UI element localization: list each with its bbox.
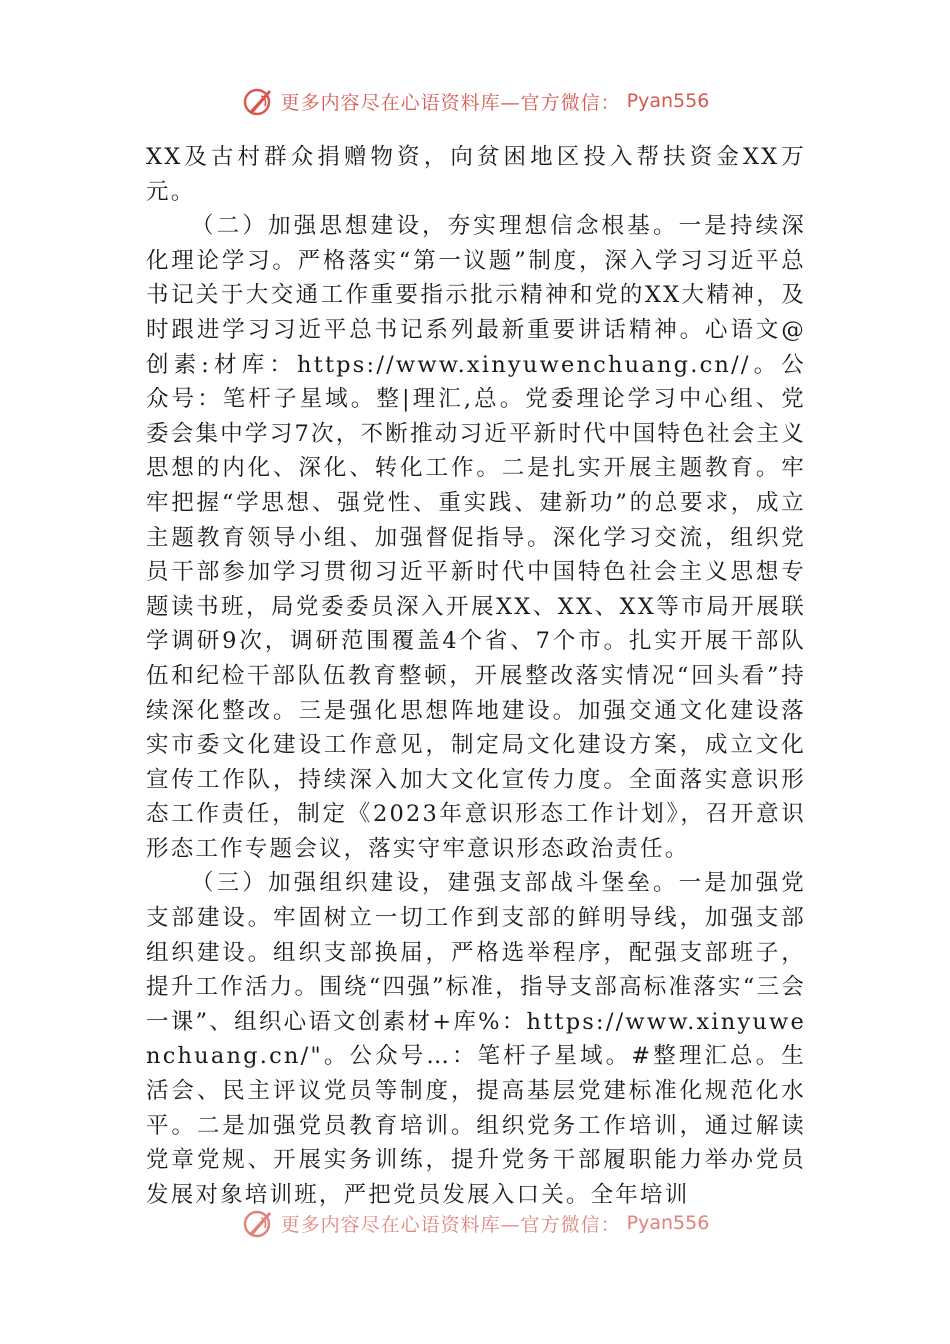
quill-pen-logo-icon [241,84,275,118]
paragraph-3: （三）加强组织建设，建强支部战斗堡垒。一是加强党支部建设。牢固树立一切工作到支部的鲜明导线，加强支部组织建设。组织支部换届，严格选举程序，配强支部班子，提升工作活力。围绕“四强”标准，指导支部高标准落实“三会一课”、组织心语文创素材+库%：https://www.xinyuwenchuang.cn/"。公众号…：笔杆子星域。#整理汇总。生活会、民主评议党员等制度，提高基层党建标准化规范化水平。二是加强党员教育培训。组织党务工作培训，通过解读党章党规、开展实务训练，提升党务干部履职能力举办党员发展对象培训班，严把党员发展入口关。全年培训 [146,870,806,1208]
watermark-header [0,84,950,118]
watermark-wechat-id: Pyan556 [626,1212,710,1234]
paragraph-1: XX及古村群众捐赠物资，向贫困地区投入帮扶资金XX万元。 [146,144,806,205]
paragraph-2: （二）加强思想建设，夯实理想信念根基。一是持续深化理论学习。严格落实“第一议题”制度，深入学习习近平总书记关于大交通工作重要指示批示精神和党的XX大精神，及时跟进学习习近平总书记系列最新重要讲话精神。心语文@创素:材库：https://www.xinyuwenchuang.cn//。公众号：笔杆子星域。整|理汇,总。党委理论学习中心组、党委会集中学习7次，不断推动习近平新时代中国特色社会主义思想的内化、深化、转化工作。二是扎实开展主题教育。牢牢把握“学思想、强党性、重实践、建新功”的总要求，成立主题教育领导小组、加强督促指导。深化学习交流，组织党员干部参加学习贯彻习近平新时代中国特色社会主义思想专题读书班，局党委委员深入开展XX、XX、XX等市局开展联学调研9次，调研范围覆盖4个省、7个市。扎实开展干部队伍和纪检干部队伍教育整顿，开展整改落实情况“回头看”持续深化整改。三是强化思想阵地建设。加强交通文化建设落实市委文化建设工作意见，制定局文化建设方案，成立文化宣传工作队，持续深入加大文化宣传力度。全面落实意识形态工作责任，制定《2023年意识形态工作计划》，召开意识形态工作专题会议，落实守牢意识形态政治责任。 [146,213,806,862]
watermark-footer [0,1206,950,1240]
quill-pen-logo-icon [241,1206,275,1240]
watermark-text: 更多内容尽在心语资料库—官方微信： [280,1213,621,1236]
watermark-text: 更多内容尽在心语资料库—官方微信： [280,91,621,114]
watermark-wechat-id: Pyan556 [626,90,710,112]
document-body [146,140,806,1212]
